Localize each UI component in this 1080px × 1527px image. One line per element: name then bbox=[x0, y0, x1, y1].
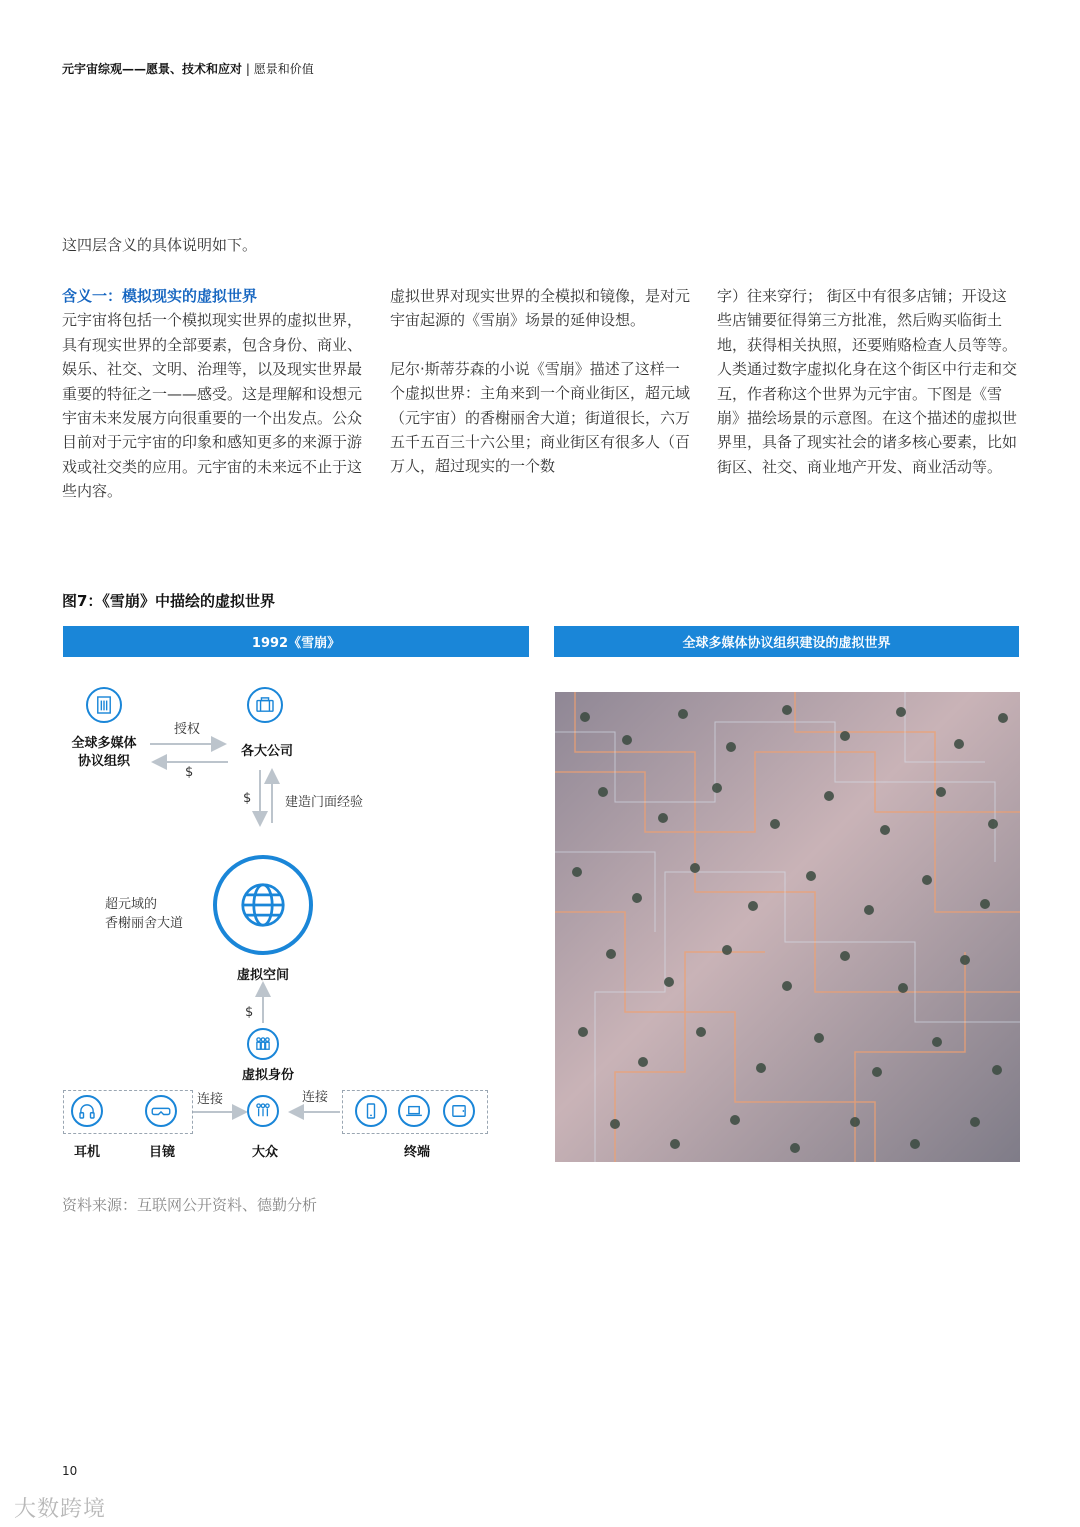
license-label: 授权 bbox=[174, 722, 201, 737]
terminal-label: 终端 bbox=[403, 1145, 430, 1160]
source-note: 资料来源：互联网公开资料、德勤分析 bbox=[62, 1196, 318, 1214]
text-column-3 bbox=[717, 284, 1017, 479]
watermark: 大数跨境 bbox=[14, 1497, 107, 1522]
column-paragraph-1: 虚拟世界对现实世界的全模拟和镜像，是对元宇宙起源的《雪崩》场景的延伸设想。 bbox=[390, 287, 691, 330]
header-title: 元宇宙综观——愿景、技术和应对 bbox=[62, 62, 243, 76]
payment-label-3: $ bbox=[245, 1005, 254, 1020]
page-number: 10 bbox=[62, 1464, 78, 1478]
space-label: 虚拟空间 bbox=[236, 968, 289, 983]
connect-label-right: 连接 bbox=[302, 1090, 329, 1105]
tablet-icon bbox=[443, 1095, 475, 1127]
build-label: 建造门面经验 bbox=[285, 795, 364, 810]
headphone-label: 耳机 bbox=[73, 1145, 100, 1160]
laptop-icon bbox=[398, 1095, 430, 1127]
header-section: 愿景和价值 bbox=[253, 62, 314, 76]
right-panel-header: 全球多媒体协议组织建设的虚拟世界 bbox=[554, 626, 1019, 657]
intro-text: 这四层含义的具体说明如下。 bbox=[62, 236, 258, 254]
headphone-icon bbox=[71, 1095, 103, 1127]
column-paragraph-2: 尼尔·斯蒂芬森的小说《雪崩》描述了这样一个虚拟世界：主角来到一个商业街区，超元域（元宇宙）的香榭丽舍大道；街道很长，六万五千五百三十六公里；商业街区有很多人（百万人，超过现实的一个数 bbox=[390, 359, 691, 476]
goggles-label: 目镜 bbox=[148, 1145, 175, 1160]
org-label: 全球多媒体 协议组织 bbox=[71, 736, 137, 769]
building-icon bbox=[86, 687, 122, 723]
crowd-icon bbox=[247, 1095, 279, 1127]
briefcase-icon bbox=[247, 687, 283, 723]
connect-label-left: 连接 bbox=[197, 1092, 224, 1107]
left-panel-header: 1992《雪崩》 bbox=[63, 626, 529, 657]
running-header bbox=[62, 60, 314, 77]
public-label: 大众 bbox=[251, 1145, 278, 1160]
payment-label-2: $ bbox=[243, 791, 252, 806]
companies-label: 各大公司 bbox=[240, 744, 293, 759]
vr-goggles-icon bbox=[145, 1095, 177, 1127]
column-body: 字）往来穿行； 街区中有很多店铺；开设这些店铺要征得第三方批准，然后购买临街土地，获得相关执照，还要贿赂检查人员等等。人类通过数字虚拟化身在这个街区中行走和交互，作者称这个世界为元宇宙。下图是《雪崩》描绘场景的示意图。在这个描述的虚拟世界里，具备了现实社会的诸多核心要素，比如街区、社交、商业地产开发、商业活动等。 bbox=[717, 287, 1018, 476]
payment-label-1: $ bbox=[185, 765, 194, 780]
text-column-2 bbox=[390, 284, 690, 479]
identity-label: 虚拟身份 bbox=[241, 1068, 294, 1083]
header-separator: | bbox=[245, 62, 250, 76]
crowd-photo bbox=[555, 692, 1020, 1162]
street-label: 超元域的 香榭丽舍大道 bbox=[105, 897, 184, 931]
people-group-icon bbox=[247, 1028, 279, 1060]
column-title: 含义一：模拟现实的虚拟世界 bbox=[62, 287, 258, 305]
figure-title: 图7：《雪崩》中描绘的虚拟世界 bbox=[62, 592, 275, 610]
column-body: 元宇宙将包括一个模拟现实世界的虚拟世界，具有现实世界的全部要素，包含身份、商业、娱乐、社交、文明、治理等，以及现实世界最重要的特征之一——感受。这是理解和设想元宇宙未来发展方向很重要的一个出发点。公众目前对于元宇宙的印象和感知更多的来源于游戏或社交类的应用。元宇宙的未来远不止于这些内容。 bbox=[62, 311, 363, 501]
phone-icon bbox=[355, 1095, 387, 1127]
globe-icon bbox=[213, 855, 313, 955]
text-column-1 bbox=[62, 284, 362, 504]
